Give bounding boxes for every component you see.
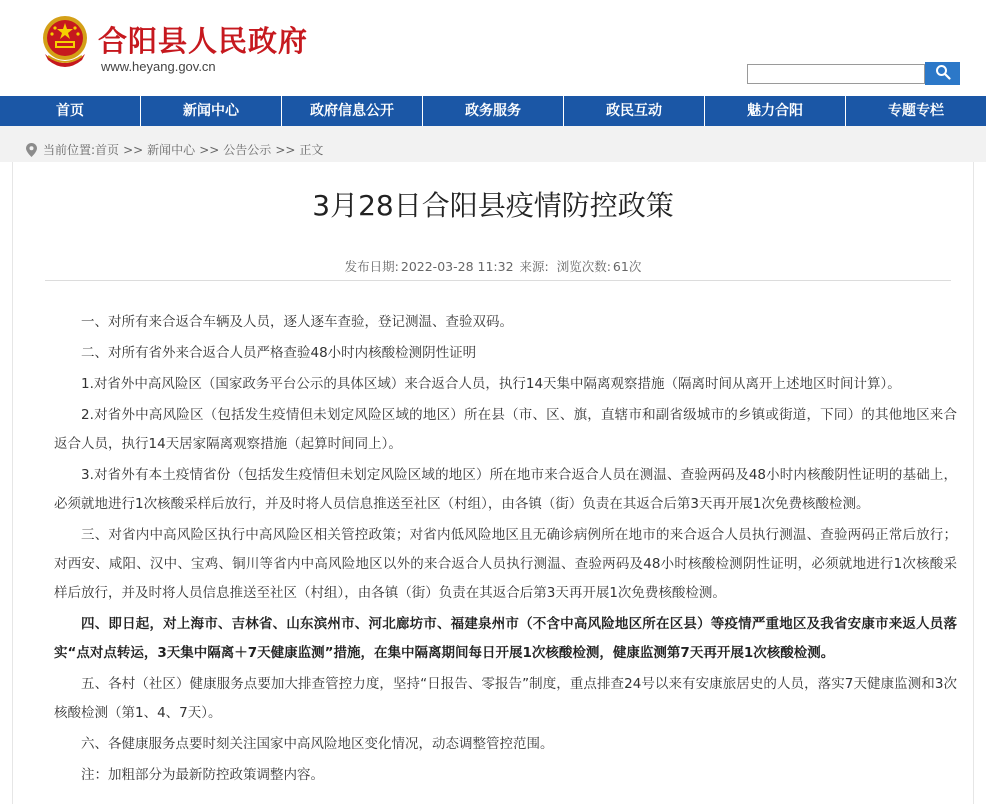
article-paragraph: 四、即日起，对上海市、吉林省、山东滨州市、河北廊坊市、福建泉州市（不含中高风险地区所在区县）等疫情严重地区及我省安康市来返人员落实“点对点转运，3天集中隔离＋7天健康监测”措施，在集中隔离期间每日开展1次核酸检测，健康监测第7天再开展1次核酸检测。: [54, 616, 957, 661]
article-paragraph: 三、对省内中高风险区执行中高风险区相关管控政策；对省内低风险地区且无确诊病例所在地市的来合返合人员执行测温、查验两码正常后放行；对西安、咸阳、汉中、宝鸡、铜川等省内中高风险地区以外的来合返合人员执行测温、查验两码及48小时核酸检测阴性证明，必须就地进行1次核酸采样后放行，并及时将人员信息推送至社区（村组），由各镇（街）负责在其返合后第3天再开展1次免费核酸检测。: [54, 527, 957, 601]
article-meta: [13, 257, 973, 275]
article-paragraph: 六、各健康服务点要时刻关注国家中高风险地区变化情况，动态调整管控范围。: [81, 736, 554, 752]
search-input[interactable]: [747, 64, 925, 84]
nav-item-charm-heyang[interactable]: 魅力合阳: [705, 96, 846, 126]
breadcrumb-news-center[interactable]: 新闻中心: [147, 143, 196, 157]
breadcrumb-home[interactable]: 首页: [95, 143, 120, 157]
site-title[interactable]: 合阳县人民政府: [98, 24, 309, 58]
site-url[interactable]: www.heyang.gov.cn: [101, 59, 216, 74]
breadcrumb-separator: >>: [199, 142, 220, 157]
view-count: 61次: [612, 259, 642, 274]
title-divider: [45, 280, 951, 281]
article-paragraph: 1.对省外中高风险区（国家政务平台公示的具体区域）来合返合人员，执行14天集中隔离观察措施（隔离时间从离开上述地区时间计算）。: [81, 376, 901, 392]
article-body: [54, 308, 957, 792]
article-paragraph: 二、对所有省外来合返合人员严格查验48小时内核酸检测阴性证明: [81, 345, 477, 361]
source-label: 来源:: [519, 259, 549, 274]
breadcrumb-prefix: 当前位置:: [43, 143, 96, 157]
breadcrumb-bar: [0, 126, 986, 162]
breadcrumb-separator: >>: [123, 142, 144, 157]
location-pin-icon: [26, 143, 37, 157]
nav-item-gov-info[interactable]: 政府信息公开: [282, 96, 423, 126]
article-panel: [12, 162, 974, 804]
search-icon: [935, 64, 951, 83]
article-paragraph: 3.对省外有本土疫情省份（包括发生疫情但未划定风险区域的地区）所在地市来合返合人员在测温、查验两码及48小时内核酸阴性证明的基础上，必须就地进行1次核酸采样后放行，并及时将人员信息推送至社区（村组），由各镇（街）负责在其返合后第3天再开展1次免费核酸检测。: [54, 467, 957, 512]
breadcrumb-announcements[interactable]: 公告公示: [223, 143, 272, 157]
national-emblem-icon[interactable]: [40, 14, 90, 70]
nav-item-gov-services[interactable]: 政务服务: [423, 96, 564, 126]
article-title: 3月28日合阳县疫情防控政策: [312, 189, 674, 222]
breadcrumb-separator: >>: [275, 142, 296, 157]
nav-item-news-center[interactable]: 新闻中心: [141, 96, 282, 126]
publish-date: 2022-03-28 11:32: [400, 259, 514, 274]
nav-item-home[interactable]: 首页: [0, 96, 141, 126]
main-nav: [0, 96, 986, 126]
publish-date-label: 发布日期:: [344, 259, 399, 274]
article-paragraph: 五、各村（社区）健康服务点要加大排查管控力度，坚持“日报告、零报告”制度，重点排查24号以来有安康旅居史的人员，落实7天健康监测和3次核酸检测（第1、4、7天）。: [54, 676, 957, 721]
article-paragraph: 注：加粗部分为最新防控政策调整内容。: [81, 767, 324, 783]
article-paragraph: 一、对所有来合返合车辆及人员，逐人逐车查验，登记测温、查验双码。: [81, 314, 513, 330]
search-button[interactable]: [925, 62, 960, 85]
nav-item-special-topics[interactable]: 专题专栏: [888, 103, 944, 119]
site-header: [0, 0, 986, 96]
article-paragraph: 2.对省外中高风险区（包括发生疫情但未划定风险区域的地区）所在县（市、区、旗，直辖市和副省级城市的乡镇或街道，下同）的其他地区来合返合人员，执行14天居家隔离观察措施（起算时间同上）。: [54, 407, 957, 452]
breadcrumb: [26, 141, 323, 158]
nav-item-interaction[interactable]: 政民互动: [564, 96, 705, 126]
breadcrumb-current: 正文: [299, 143, 324, 157]
view-count-label: 浏览次数:: [556, 259, 611, 274]
